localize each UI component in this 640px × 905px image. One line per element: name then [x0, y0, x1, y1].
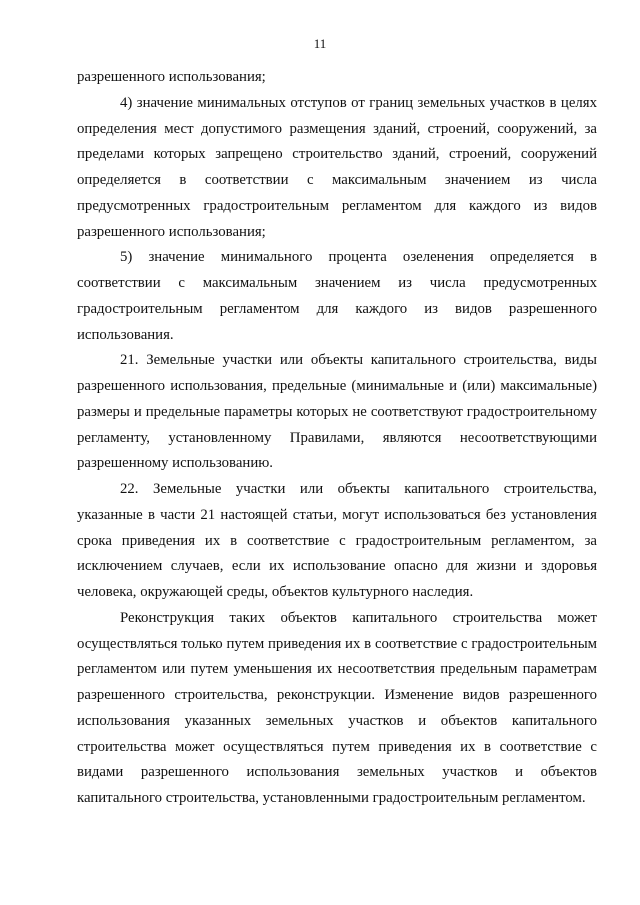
paragraph-continuation: разрешенного использования;	[77, 69, 266, 85]
paragraph-clause-21: 21. Земельные участки или объекты капитального строительства, виды разрешенного использования, предельные (минимальные и (или) максимальные) размеры и предельные параметры которых не соответствуют градостроительному регламенту, установленному Правилами, являются несоответствующими разрешенному использованию.	[77, 352, 597, 472]
document-body	[77, 65, 597, 812]
paragraph-item-5: 5) значение минимального процента озеленения определяется в соответствии с максимальным значением из числа предусмотренных градостроительным регламентом для каждого из видов разрешенного использования.	[77, 249, 597, 343]
paragraph-item-4: 4) значение минимальных отступов от границ земельных участков в целях определения мест допустимого размещения зданий, строений, сооружений, за пределами которых запрещено строительство зданий, строений, сооружений определяется в соответствии с максимальным значением из числа предусмотренных градостроительным регламентом для каждого из видов разрешенного использования;	[77, 94, 597, 240]
paragraph-clause-22: 22. Земельные участки или объекты капитального строительства, указанные в части 21 настоящей статьи, могут использоваться без установления срока приведения их в соответствие с градостроительным регламентом, за исключением случаев, если их использование опасно для жизни и здоровья человека, окружающей среды, объектов культурного наследия.	[77, 481, 597, 600]
paragraph-reconstruction: Реконструкция таких объектов капитального строительства может осуществляться только путем приведения их в соответствие с градостроительным регламентом или путем уменьшения их несоответствия предельным параметрам разрешенного строительства, реконструкции. Изменение видов разрешенного использования указанных земельных участков и объектов капитального строительства может осуществляться путем приведения их в соответствие с видами разрешенного использования земельных участков и объектов капитального строительства, установленными градостроительным регламентом.	[77, 609, 597, 806]
page-number: 11	[313, 36, 327, 51]
